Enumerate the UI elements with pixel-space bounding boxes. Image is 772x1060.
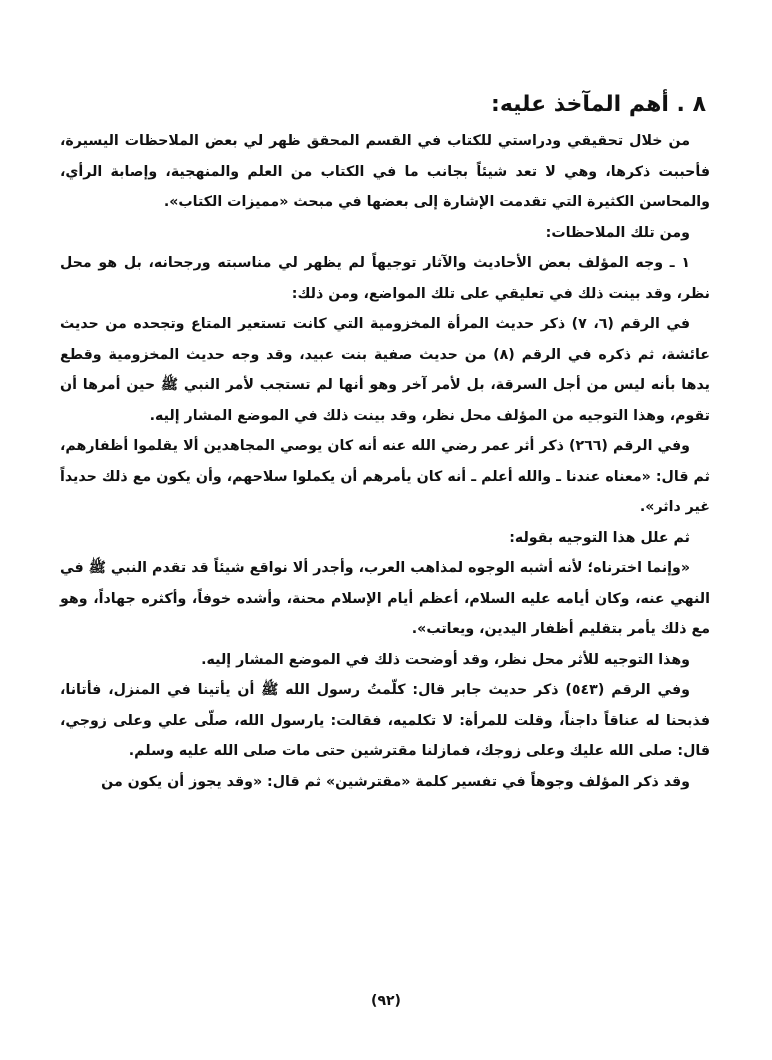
paragraph-umar-athar: وفي الرقم (٢٦٦) ذكر أثر عمر رضي الله عنه أنه كان يوصي المجاهدين ألا يقلموا أظفارهم، ثم قال: «معناه عندنا ـ والله أعلم ـ أنه كان يأمرهم أن يكملوا سلاحهم، وأن يكون مع ذلك حديداً غير داثر».: [60, 438, 710, 515]
paragraph-intro: من خلال تحقيقي ودراستي للكتاب في القسم المحقق ظهر لي بعض الملاحظات اليسيرة، فأحببت ذكرها، وهي لا تعد شيئاً بجانب ما في الكتاب من العلم والمنهجية، وإصابة الرأي، والمحاسن الكثيرة التي تقدمت الإشارة إلى بعضها في مبحث «مميزات الكتاب».: [60, 133, 710, 210]
paragraph-jabir-hadith: وفي الرقم (٥٤٣) ذكر حديث جابر قال: كلّمتُ رسول الله ﷺ أن يأتينا في المنزل، فأتانا، فذبحنا له عناقاً داجناً، وقلت للمرأة: لا تكلميه، فقالت: يارسول الله، صلّى علي وعلى زوجي، قال: صلى الله عليك وعلى زوجك، فمازلنا مقترشين حتى مات صلى الله عليه وسلم.: [60, 682, 710, 759]
paragraph-muqtarishin: وقد ذكر المؤلف وجوهاً في تفسير كلمة «مقترشين» ثم قال: «وقد يجوز أن يكون من: [101, 773, 690, 790]
paragraph-makhzumiyya: في الرقم (٦، ٧) ذكر حديث المرأة المخزومية التي كانت تستعير المتاع وتجحده من حديث عائشة، ثم ذكره في الرقم (٨) من حديث صفية بنت عبيد، وقد وجه حديث المخزومية وقطع يدها بأنه ليس من أجل السرقة، بل لأمر آخر وهو أنها لم تستجب لأمر النبي ﷺ حين أمرها أن تقوم، وهذا التوجيه من المؤلف محل نظر، وقد بينت ذلك في الموضع المشار إليه.: [60, 316, 710, 424]
page-number: (٩٢): [371, 993, 401, 1009]
body-text: [60, 126, 710, 797]
paragraph-point-one: ١ ـ وجه المؤلف بعض الأحاديث والآثار توجيهاً لم يظهر لي مناسبته ورجحانه، بل هو محل نظر، وقد بينت ذلك في تعليقي على تلك المواضع، ومن ذلك:: [60, 255, 710, 302]
paragraph-justification-intro: ثم علل هذا التوجيه بقوله:: [509, 529, 690, 546]
paragraph-notes-label: ومن تلك الملاحظات:: [545, 224, 690, 241]
paragraph-quote: «وإنما اخترناه؛ لأنه أشبه الوجوه لمذاهب العرب، وأجدر ألا نواقع شيئاً قد تقدم النبي ﷺ في النهي عنه، وكان أيامه عليه السلام، أعظم أيام الإسلام محنة، وأشده خوفاً، وأكثره جهاداً، وهو مع ذلك يأمر بتقليم أظفار اليدين، ويعاتب».: [60, 560, 710, 637]
section-heading: ٨ . أهم المآخذ عليه:: [491, 92, 706, 117]
paragraph-assessment: وهذا التوجيه للأثر محل نظر، وقد أوضحت ذلك في الموضع المشار إليه.: [201, 651, 690, 668]
